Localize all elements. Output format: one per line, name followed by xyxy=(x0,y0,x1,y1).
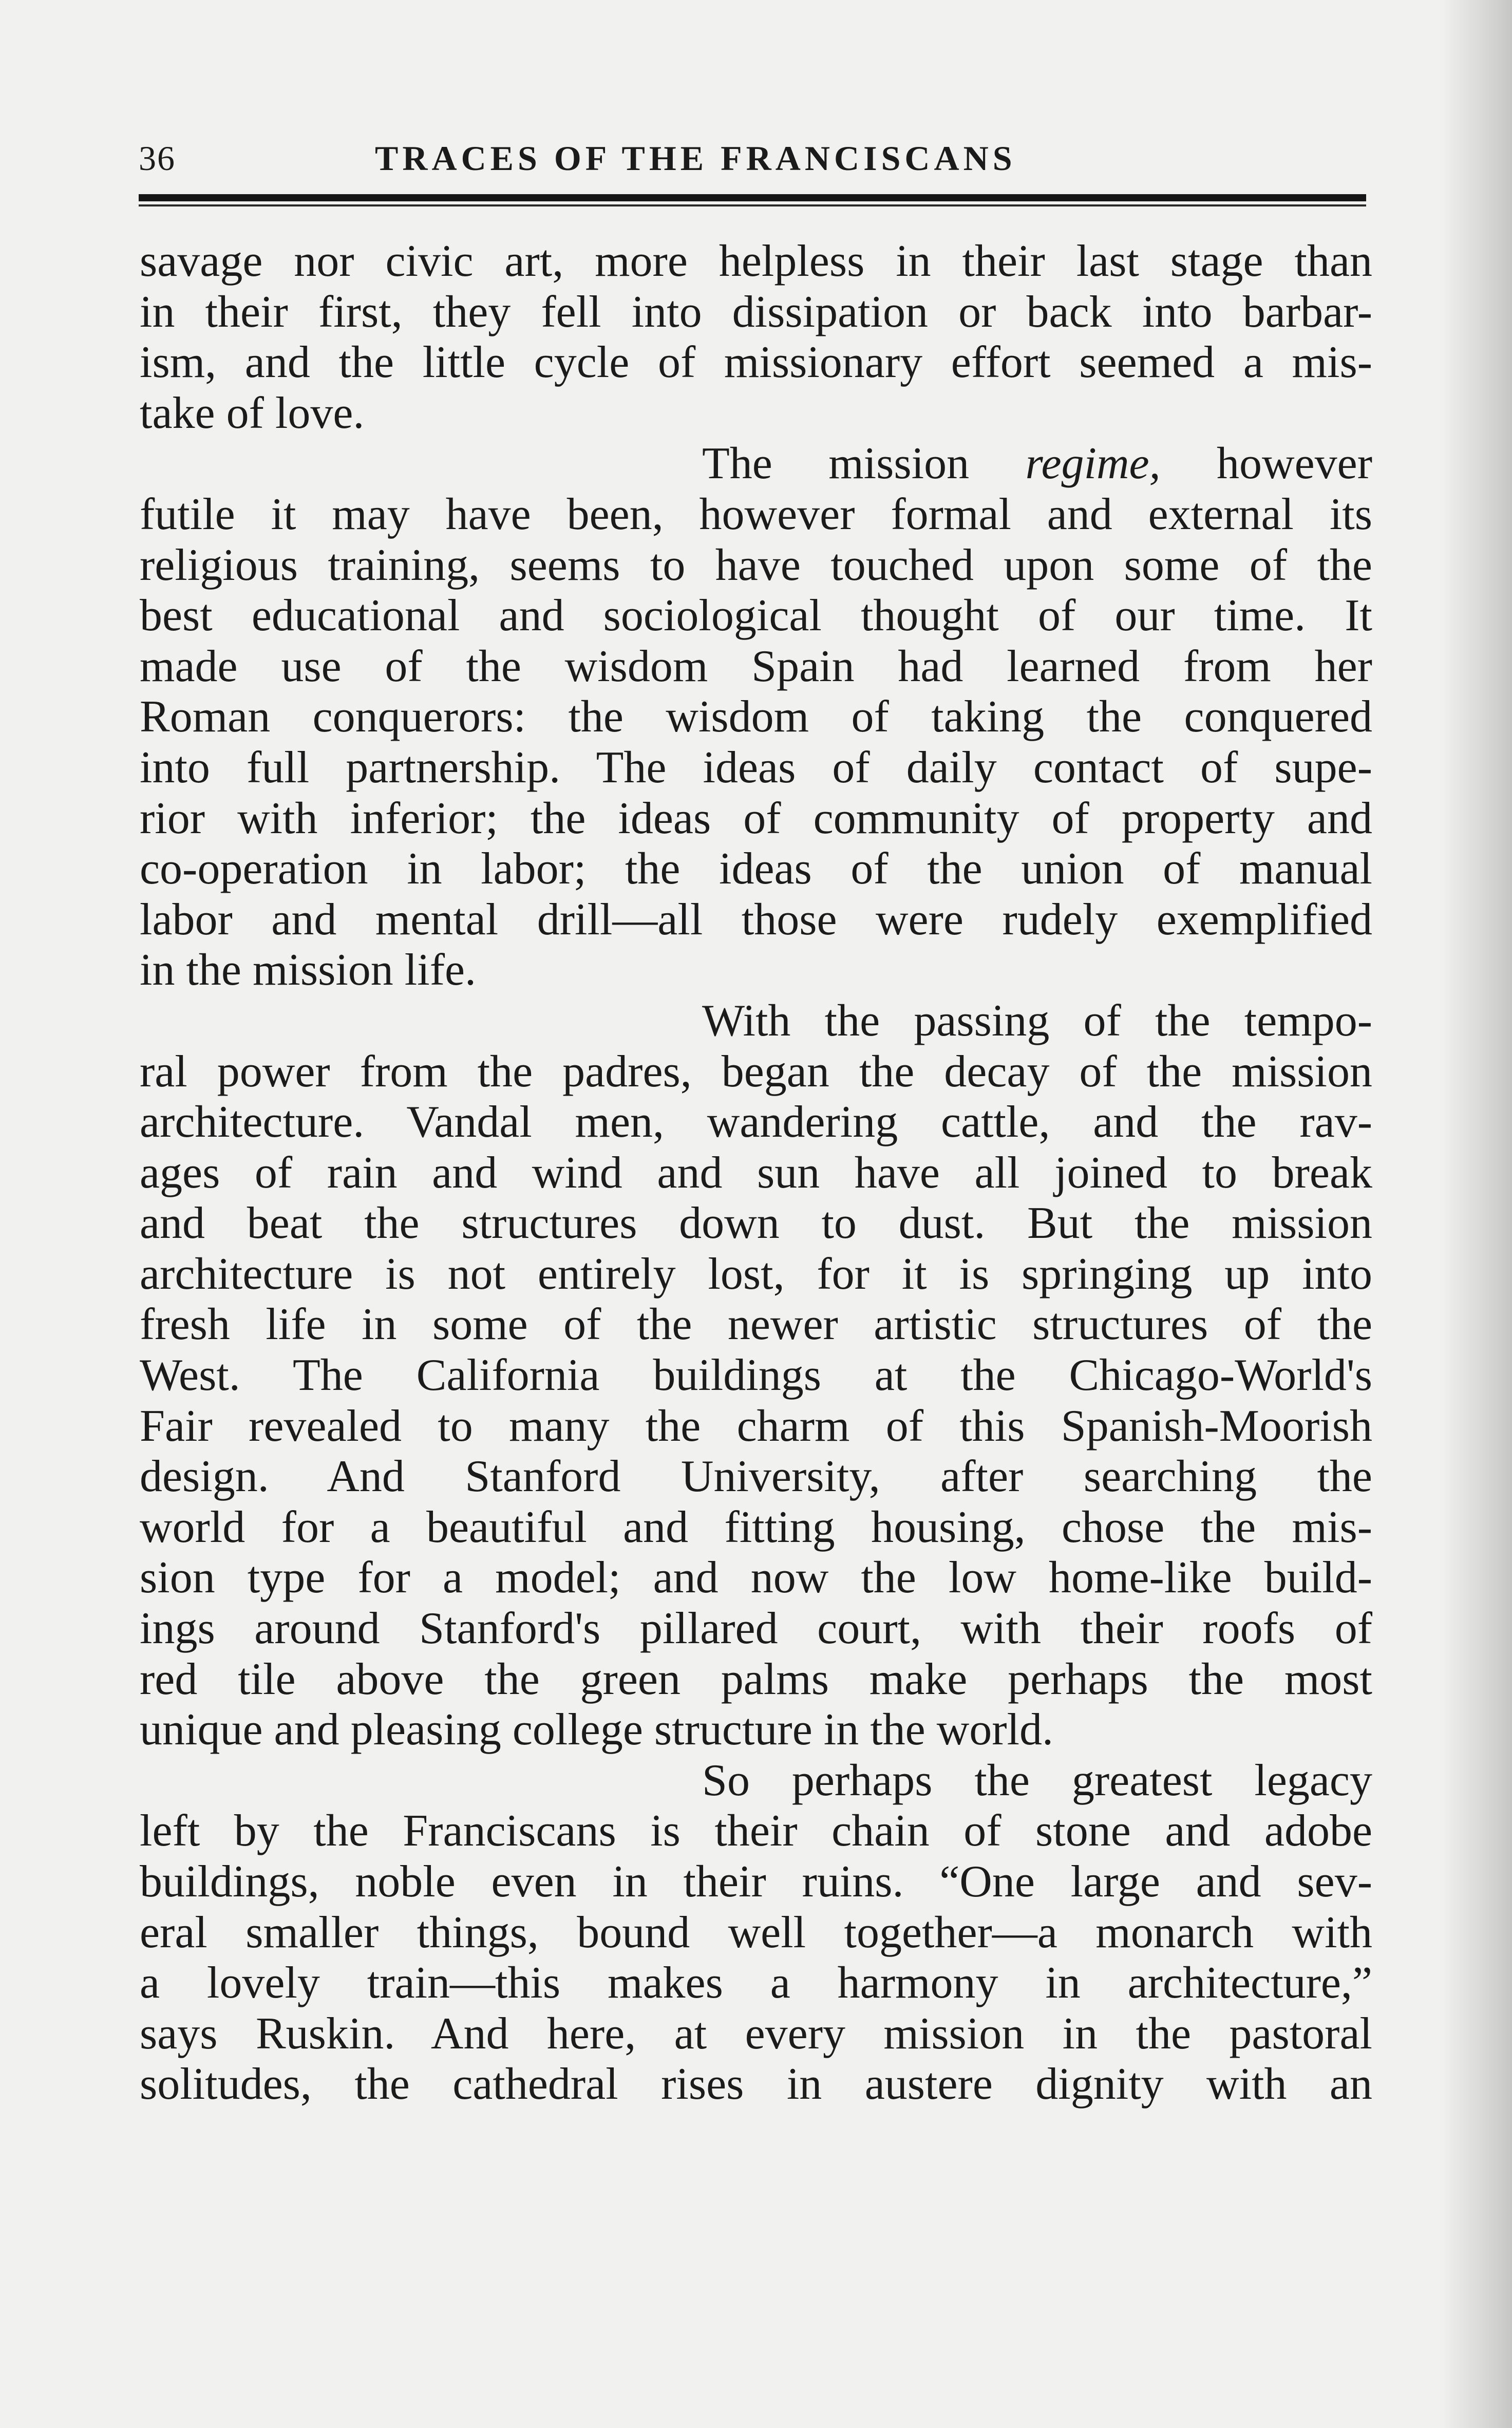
text-line: ral power from the padres, began the decay of the mission xyxy=(140,1046,1372,1097)
header-rule xyxy=(139,194,1366,201)
text-line: take of love. xyxy=(140,388,365,438)
text-line: religious training, seems to have touched upon some of the xyxy=(140,540,1372,590)
text-line: into full partnership. The ideas of daily contact of supe- xyxy=(140,742,1372,793)
text-line: rior with inferior; the ideas of community of property and xyxy=(140,793,1372,843)
text-line: best educational and sociological thought of our time. It xyxy=(140,591,1372,641)
text-line: made use of the wisdom Spain had learned from her xyxy=(140,641,1372,691)
text-line: says Ruskin. And here, at every mission in the pastoral xyxy=(140,2008,1372,2059)
text-line: eral smaller things, bound well together—a monarch with xyxy=(140,1907,1372,1958)
running-head xyxy=(139,138,1366,179)
text-line: and beat the structures down to dust. But the mission xyxy=(140,1198,1372,1249)
text-line: world for a beautiful and fitting housing, chose the mis- xyxy=(140,1502,1372,1552)
text-line: So perhaps the greatest legacy xyxy=(702,1755,1372,1805)
text-line: ages of rain and wind and sun have all joined to break xyxy=(140,1147,1372,1198)
text-line: in their first, they fell into dissipation or back into barbar- xyxy=(140,287,1372,337)
text-line: ings around Stanford's pillared court, with their roofs of xyxy=(140,1604,1372,1654)
text-line: sion type for a model; and now the low home-like build- xyxy=(140,1553,1372,1603)
text-line: West. The California buildings at the Chicago-World's xyxy=(140,1350,1372,1401)
text-line: With the passing of the tempo- xyxy=(702,995,1372,1046)
text-line: red tile above the green palms make perhaps the most xyxy=(140,1654,1372,1704)
page-number: 36 xyxy=(139,139,176,178)
text-line: solitudes, the cathedral rises in austere dignity with an xyxy=(140,2059,1372,2110)
running-title: TRACES OF THE FRANCISCANS xyxy=(375,139,1016,178)
header-rule-thin xyxy=(139,204,1366,206)
body-text xyxy=(140,236,1372,2110)
italic-term: regime, xyxy=(1025,439,1161,489)
text-line xyxy=(140,439,1372,490)
text-line: Roman conquerors: the wisdom of taking the conquered xyxy=(140,692,1372,742)
text-line: ism, and the little cycle of missionary effort seemed a mis- xyxy=(140,337,1372,388)
text-line: design. And Stanford University, after searching the xyxy=(140,1452,1372,1502)
text-line: buildings, noble even in their ruins. “One large and sev- xyxy=(140,1857,1372,1907)
text-segment: however xyxy=(1160,439,1372,489)
page-edge-shadow xyxy=(1440,0,1512,2428)
text-line: a lovely train—this makes a harmony in architecture,” xyxy=(140,1958,1372,2008)
text-line: architecture is not entirely lost, for it is springing up into xyxy=(140,1249,1372,1299)
text-line: co-operation in labor; the ideas of the union of manual xyxy=(140,844,1372,894)
text-line: left by the Franciscans is their chain of stone and adobe xyxy=(140,1806,1372,1856)
text-line: unique and pleasing college structure in the world. xyxy=(140,1705,1054,1755)
text-segment: The mission xyxy=(702,439,1026,489)
text-line: futile it may have been, however formal and external its xyxy=(140,489,1372,539)
text-line: architecture. Vandal men, wandering cattle, and the rav- xyxy=(140,1097,1372,1147)
text-line: savage nor civic art, more helpless in their last stage than xyxy=(140,236,1372,286)
text-line: Fair revealed to many the charm of this Spanish-Moorish xyxy=(140,1401,1372,1451)
text-line: labor and mental drill—all those were rudely exemplified xyxy=(140,894,1372,945)
text-line: in the mission life. xyxy=(140,945,477,995)
text-line: fresh life in some of the newer artistic structures of the xyxy=(140,1300,1372,1350)
